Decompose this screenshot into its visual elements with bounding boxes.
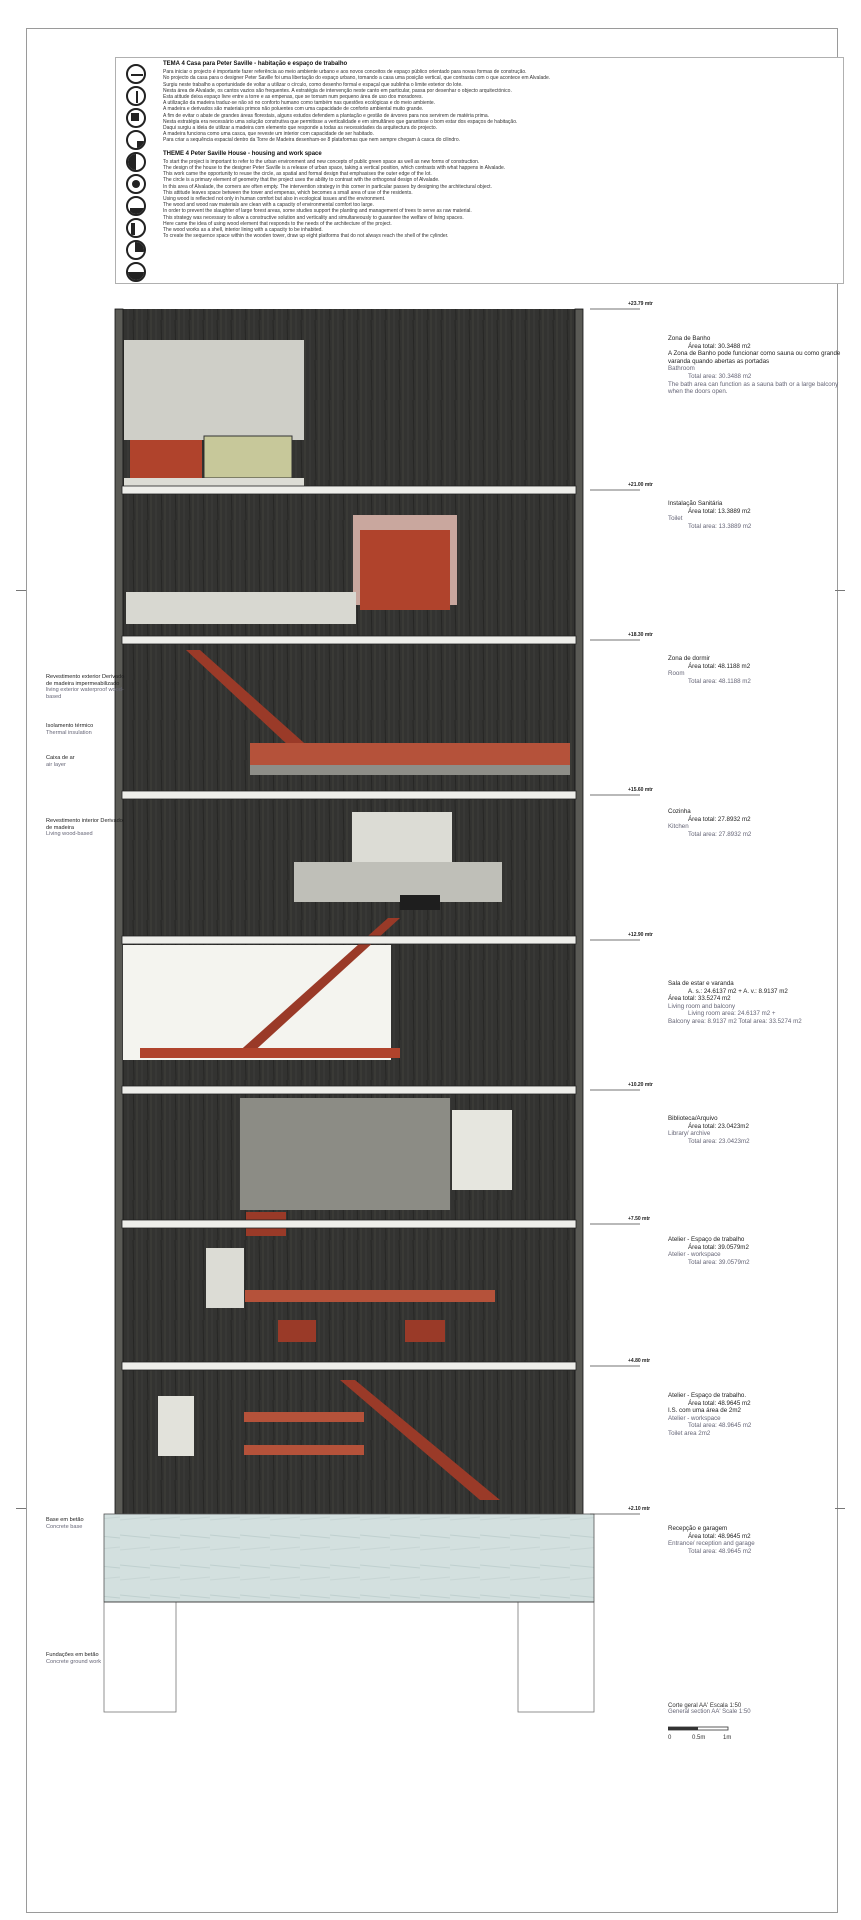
material-label	[46, 755, 130, 768]
floor-slab	[122, 791, 576, 799]
bedroom-floor-slab	[250, 765, 570, 775]
description-line: A fim de evitar o abate de grandes áreas florestais, alguns estudos defendem a plantação e gestão de árvores para nos servirem de matéria prima.	[163, 112, 490, 119]
description-line: Nesta estratégia era necessário uma solução construtiva que permitisse a verticalidade e em simultâneo que garantisse o bom estar dos espaços de habitação.	[163, 118, 518, 125]
room-en-area: Total area: 13.3889 m2	[688, 522, 752, 530]
section-title-pt: Corte geral AA' Escala 1:50	[668, 1703, 742, 1709]
room-en: Atelier - workspace	[668, 1251, 721, 1259]
description-line: The wood and wood raw materials are clean with a capacity of environmental comfort too large.	[163, 202, 374, 209]
scale-bar	[668, 1725, 738, 1735]
room-en: Living room and balcony	[668, 1002, 736, 1010]
library-shelves	[240, 1098, 450, 1210]
description-line: Esta atitude deixa espaço livre entre a torre e as empenas, que se tornam num pequeno área de uso dos moradores.	[163, 94, 423, 101]
floor-slab	[122, 1086, 576, 1094]
atelier-white-block	[206, 1248, 244, 1308]
room-pt-area: A. s.: 24.6137 m2 + A. v.: 8.9137 m2	[688, 987, 788, 995]
level-label: +7.50 mtr	[628, 1216, 651, 1222]
scale-tick-0: 0	[668, 1735, 672, 1741]
atelier2-white-panel	[158, 1396, 194, 1456]
description-line: The circle is a primary element of geometry that the project uses the ability to contrast with the orthogonal design of Alvalade.	[163, 177, 440, 184]
material-en: Concrete ground work	[46, 1658, 102, 1665]
toilet-red-unit	[360, 530, 450, 610]
room-en-area: Total area: 48.9645 m2	[688, 1422, 752, 1430]
material-pt: Revestimento interior Derivado de madeira	[46, 818, 123, 831]
floor-slab	[122, 636, 576, 644]
floor-slab	[122, 1362, 576, 1370]
room-en-note: The bath area can function as a sauna bath or a large balcony when the doors open.	[668, 380, 839, 396]
room-en-area: Total area: 39.0579m2	[688, 1258, 750, 1266]
level-label: +10.20 mtr	[628, 1082, 653, 1088]
room-en-area: Total area: 48.1188 m2	[688, 677, 751, 685]
description-line: Here came the idea of using wood element that responds to the needs of the architecture of the project.	[163, 220, 392, 227]
level-label: +12.90 mtr	[628, 932, 653, 938]
room-pt: Biblioteca/Arquivo	[668, 1115, 718, 1122]
kitchen-dark-oven	[400, 895, 440, 910]
material-label	[46, 723, 130, 736]
toilet-bench	[126, 592, 356, 624]
library-window	[452, 1110, 512, 1190]
bath-tub-red	[130, 440, 202, 478]
description-line: To start the project is important to refer to the urban environment and new concepts of public green space as well as new forms of construction.	[163, 158, 480, 165]
room-pt-area: Área total: 30.3488 m2	[688, 342, 751, 350]
material-label	[46, 1652, 130, 1665]
room-en-area: Total area: 30.3488 m2	[688, 372, 752, 380]
kitchen-counter	[294, 862, 502, 902]
room-en: Entrance/ reception and garage	[668, 1540, 755, 1548]
description-line: Using wood is reflected not only in human comfort but also in ecological issues and the environment.	[163, 196, 386, 203]
description-line: The wood works as a shell, interior lining with a capacity to be inhabited.	[163, 227, 323, 234]
atelier-desk	[245, 1290, 495, 1302]
room-label	[668, 500, 848, 530]
material-en: air layer	[46, 761, 66, 768]
description-line: In order to prevent the slaughter of large forest areas, some studies support the planting and management of trees to serve as raw material.	[163, 208, 472, 215]
section-title-block	[668, 1703, 838, 1743]
room-pt: Zona de Banho	[668, 335, 711, 342]
room-en: Bathroom	[668, 365, 695, 373]
material-pt: Isolamento térmico	[46, 723, 94, 729]
room-pt-area: Área total: 23.0423m2	[688, 1122, 749, 1130]
room-pt: Instalação Sanitária	[668, 500, 723, 507]
room-en: Kitchen	[668, 823, 689, 831]
description-line: This attitude leaves space between the tower and empenas, which becomes a small area of use of the residents.	[163, 189, 413, 196]
material-en: living exterior waterproof wood-based	[46, 687, 124, 700]
description-line: A madeira funciona como uma casca, que reveste um interior com capacidade de ser habitado.	[163, 131, 374, 138]
bath-light-wall	[124, 340, 304, 440]
room-pt-note: Área total: 33.5274 m2	[668, 995, 731, 1003]
level-label: +4.80 mtr	[628, 1358, 651, 1364]
room-en: Atelier - workspace	[668, 1414, 721, 1422]
description-line: This work came the opportunity to reuse the circle, as spatial and formal design that emphasises the outer edge of the lot.	[163, 171, 432, 178]
room-pt-area: Área total: 48.9645 m2	[688, 1399, 751, 1407]
bedroom-bed	[250, 743, 570, 765]
room-label	[668, 1525, 848, 1555]
material-pt: Caixa de ar	[46, 755, 75, 761]
living-sofa	[140, 1048, 400, 1058]
room-pt-area: Área total: 48.9645 m2	[688, 1532, 751, 1540]
room-pt: Cozinha	[668, 808, 691, 815]
room-label	[668, 1236, 848, 1266]
material-pt: Base em betão	[46, 1517, 84, 1523]
section-title-en: General section AA' Scale 1:50	[668, 1709, 751, 1715]
description-line: Surgiu neste trabalho a oportunidade de voltar a utilizar o círculo, como desenho formal e espaçal que sublinha o limite exterior do lote.	[163, 81, 463, 88]
material-pt: Revestimento exterior Derivado de madeira impermeabilizado	[46, 674, 125, 687]
room-pt-note: I.S. com uma área de 2m2	[668, 1407, 741, 1415]
scale-tick-1m: 1m	[723, 1735, 732, 1741]
description-line: Nesta área de Alvalade, os cantos vazios são frequentes. A estratégia de intervenção neste canto em particular, passa por desenhar o objecto arquitectónico.	[163, 87, 512, 94]
ground-concrete-base	[104, 1514, 594, 1602]
description-line: The design of the house to the designer Peter Saville is a release of urban space, taking a vertical position, which contrasts with what happens in Alvalade.	[163, 165, 506, 172]
description-line: A utilização da madeira traduz-se não só no conforto humano como também nas questões ecológicas e do meio ambiente.	[163, 100, 436, 107]
level-label: +21.00 mtr	[628, 482, 653, 488]
room-pt-note: A Zona de Banho pode funcionar como sauna ou como grande varanda quando abertas as portadas	[668, 350, 841, 365]
description-line: No projecto da casa para o designer Peter Saville foi uma libertação do espaço urbano, tomando a casa uma posição vertical, que contrasta com o que acontece em Alvalade.	[163, 75, 551, 82]
foundation-right	[518, 1602, 594, 1712]
theme-title-pt: TEMA 4 Casa para Peter Saville - habitação e espaço de trabalho	[163, 61, 348, 67]
room-pt: Atelier - Espaço de trabalho	[668, 1236, 745, 1243]
atelier2-shelf	[244, 1412, 364, 1422]
description-line: A madeira e derivados são materiais primos não poluentes com uma capacidade de conforto ambiental muito grande.	[163, 106, 424, 113]
level-label: +2.10 mtr	[628, 1506, 651, 1512]
atelier-box-2	[405, 1320, 445, 1342]
room-label	[668, 808, 848, 838]
description-line: Para iniciar o projecto é importante fazer referência ao meio ambiente urbano e aos novos conceitos de espaço público orientado para novas formas de construção.	[163, 69, 527, 76]
room-pt-area: Área total: 13.3889 m2	[688, 507, 751, 515]
room-label	[668, 655, 848, 685]
room-en-area: Living room area: 24.6137 m2 +	[688, 1010, 776, 1018]
room-label	[668, 1392, 848, 1438]
room-pt-area: Área total: 39.0579m2	[688, 1243, 749, 1251]
room-label	[668, 980, 848, 1026]
room-en: Room	[668, 670, 685, 678]
level-label: +18.30 mtr	[628, 632, 653, 638]
material-en: Concrete base	[46, 1523, 83, 1530]
room-pt-area: Área total: 27.8932 m2	[688, 815, 751, 823]
room-label	[668, 335, 848, 396]
room-pt: Recepção e garagem	[668, 1525, 728, 1532]
room-label	[668, 1115, 848, 1145]
description-line: Daqui surgiu a ideia de utilizar a madeira com elemento que responde a todas as necessidades da arquitectura do projecto.	[163, 125, 438, 132]
scale-tick-half: 0.5m	[692, 1735, 706, 1741]
description-line: Para criar a sequência espacial dentro da Torre de Madeira desenham-se 8 plataformas que nem sempre chegam à casca do cilindro.	[163, 137, 461, 144]
level-label: +15.60 mtr	[628, 787, 653, 793]
room-en-area: Total area: 48.9645 m2	[688, 1547, 752, 1555]
material-en: Living wood-based	[46, 831, 93, 838]
room-en-note: Balcony area: 8.9137 m2 Total area: 33.5274 m2	[668, 1017, 802, 1025]
floor-slab	[122, 936, 576, 944]
room-en: Library/ archive	[668, 1130, 711, 1138]
room-pt-area: Área total: 48.1188 m2	[688, 662, 751, 670]
material-label	[46, 1517, 130, 1530]
room-en: Toilet	[668, 515, 683, 523]
theme-title-en: THEME 4 Peter Saville House - housing and work space	[163, 150, 322, 157]
material-label	[46, 818, 130, 838]
description-line: This strategy was necessary to allow a constructive solution and verticality and simultaneously to guarantee the welfare of living spaces.	[163, 214, 464, 221]
material-label	[46, 674, 130, 700]
room-en-note: Toilet area 2m2	[668, 1429, 711, 1437]
floor-slab	[122, 486, 576, 494]
bath-tub-green	[204, 436, 292, 478]
atelier2-shelf-2	[244, 1445, 364, 1455]
level-label: +23.79 mtr	[628, 301, 653, 307]
room-pt: Atelier - Espaço de trabalho.	[668, 1392, 747, 1399]
material-pt: Fundações em betão	[46, 1652, 99, 1658]
room-en-area: Total area: 23.0423m2	[688, 1137, 750, 1145]
room-pt: Sala de estar e varanda	[668, 980, 734, 987]
room-en-area: Total area: 27.8932 m2	[688, 830, 752, 838]
description-line: To create the sequence space within the wooden tower, draw up eight platforms that do not always reach the shell of the cylinder.	[163, 233, 449, 240]
floor-slab	[122, 1220, 576, 1228]
room-pt: Zona de dormir	[668, 655, 710, 662]
description-line: In this area of Alvalade, the corners are often empty. The intervention strategy in this corner in particular passes by designing the architectural object.	[163, 183, 492, 190]
material-en: Thermal insulation	[46, 729, 92, 736]
level-ticks	[590, 309, 640, 1514]
atelier-box-1	[278, 1320, 316, 1342]
